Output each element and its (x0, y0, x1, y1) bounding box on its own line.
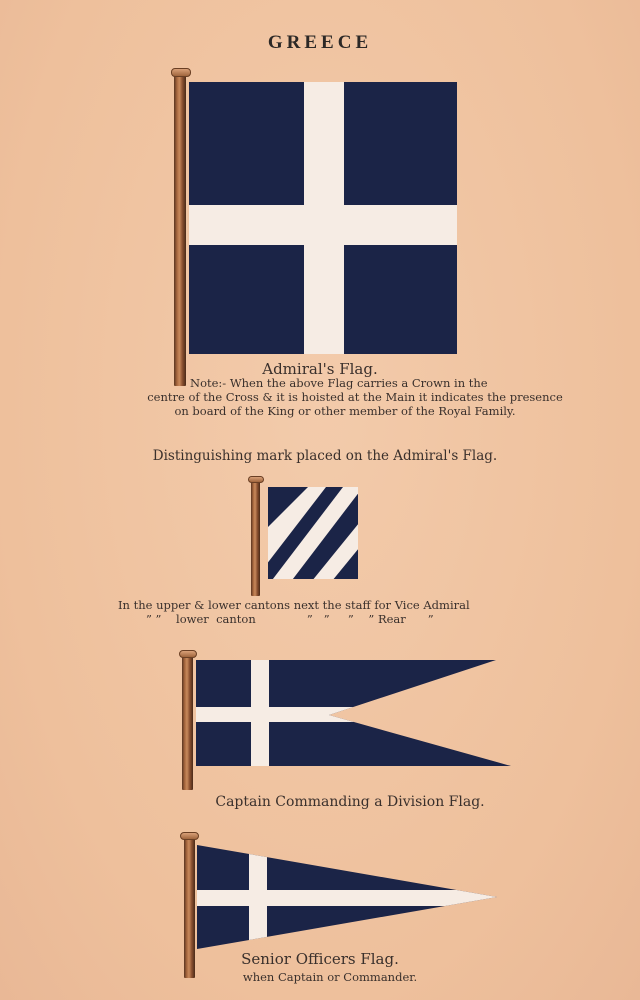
distinguishing-mark-note-line-1: In the upper & lower cantons next the staff for Vice Admiral (118, 598, 470, 612)
swallowtail-pennant (196, 660, 516, 768)
admirals-flag (189, 82, 457, 354)
captain-division-flag-caption: Captain Commanding a Division Flag. (215, 794, 485, 810)
distinguishing-mark-heading: Distinguishing mark placed on the Admiral's Flag. (152, 448, 498, 464)
admirals-flag-note-line-3: on board of the King or other member of the Royal Family. (174, 404, 516, 418)
flagpole-finial (248, 476, 264, 483)
page-title: GREECE (267, 32, 373, 53)
admirals-flag-note-line-2: centre of the Cross & it is hoisted at the Main it indicates the presence (147, 390, 563, 404)
senior-officers-flag-caption: Senior Officers Flag. (241, 950, 399, 968)
flagpole (174, 74, 186, 386)
flagpole (182, 655, 193, 790)
flagpole-finial (180, 832, 199, 840)
distinguishing-mark-note-line-2: ” ” lower canton ” ” ” ” Rear ” (146, 612, 434, 626)
flagpole (251, 480, 260, 596)
triangular-pennant (197, 845, 497, 951)
flagpole-finial (171, 68, 191, 77)
senior-officers-flag-subcaption: when Captain or Commander. (242, 970, 418, 984)
flagpole (184, 838, 195, 978)
admirals-flag-note-line-1: Note:- When the above Flag carries a Crown in the (190, 376, 488, 390)
diagonal-stripes-flag (268, 487, 358, 579)
admirals-flag-caption: Admiral's Flag. (262, 360, 378, 378)
flagpole-finial (179, 650, 197, 658)
